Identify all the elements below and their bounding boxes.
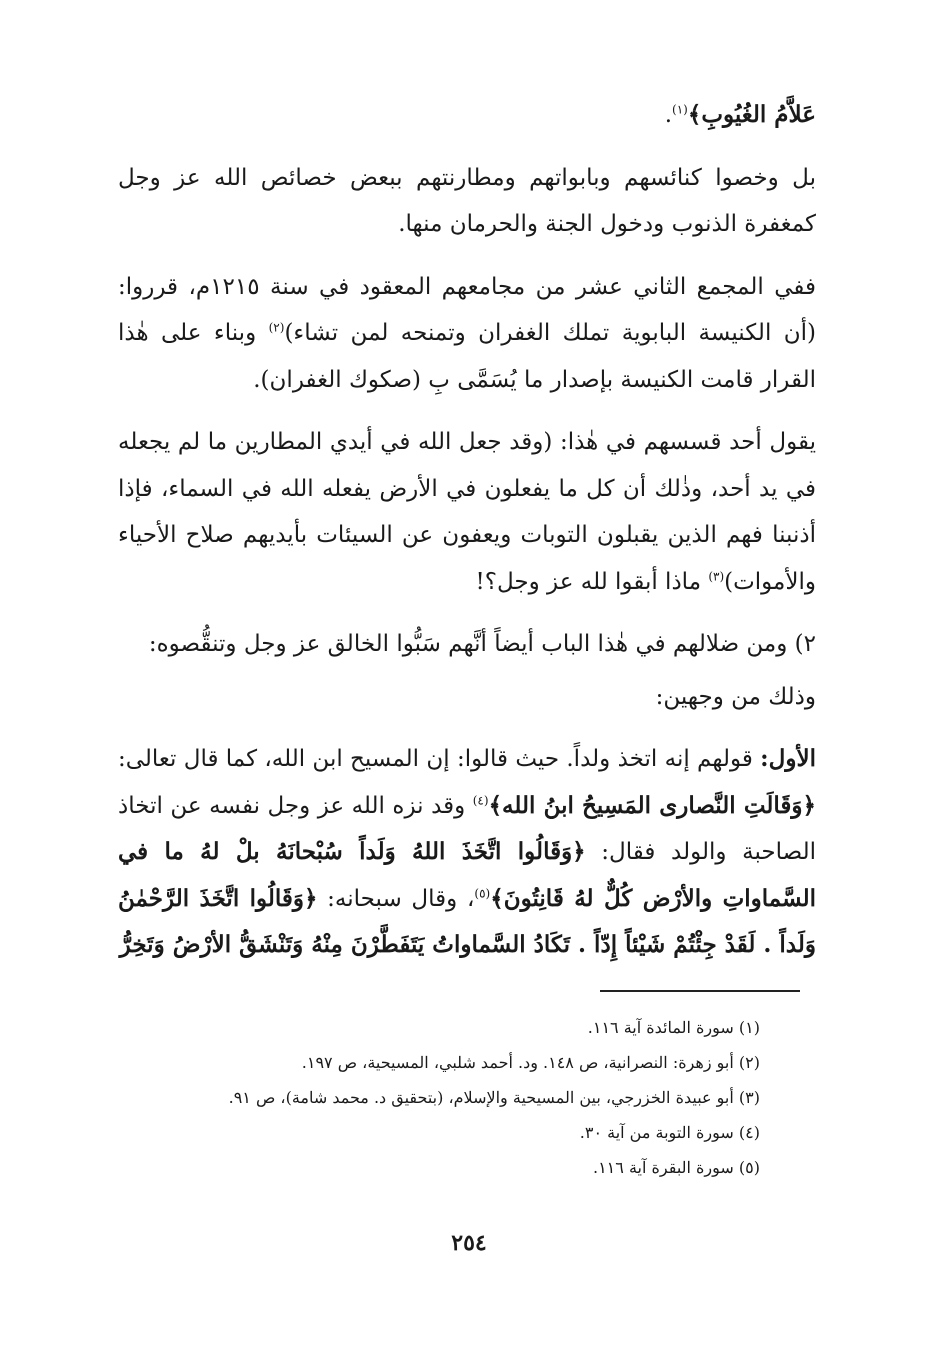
paragraph-7-part-c: ، وقال سبحانه: bbox=[317, 885, 475, 912]
footnote-ref-3[interactable]: (٣) bbox=[708, 568, 725, 583]
footnotes bbox=[90, 1010, 760, 1185]
footnote-ref-4[interactable]: (٤) bbox=[472, 792, 489, 807]
footnote-ref-1[interactable]: (١) bbox=[672, 102, 688, 117]
quran-verse-3: ﴿وَقَالُوا اتَّخَذَ الرَّحْمٰنُ وَلَداً . لَقَدْ جِئْتُمْ شَيْئاً إِدّاً . تَكَادُ السَّماواتُ يَتَفَطَّرْنَ مِنْهُ وَتَنْشَقُّ الأرْضُ وَتَخِرُّ bbox=[118, 884, 816, 958]
footnote-2: (٢) أبو زهرة: النصرانية، ص ١٤٨. ود. أحمد شلبي، المسيحية، ص ١٩٧. bbox=[301, 1053, 760, 1072]
paragraph-7 bbox=[118, 736, 816, 969]
footnote-4: (٤) سورة التوبة من آية ٣٠. bbox=[579, 1123, 760, 1142]
paragraph-3 bbox=[118, 264, 816, 404]
footnote-ref-5[interactable]: (٥) bbox=[474, 885, 491, 900]
paragraph-1 bbox=[118, 92, 816, 139]
footnote-separator bbox=[600, 990, 800, 992]
paragraph-6: وذلك من وجهين: bbox=[655, 683, 816, 710]
paragraph-4-part-b: ماذا أبقوا لله عز وجل؟! bbox=[475, 568, 709, 595]
quran-verse: عَلاَّمُ الغُيُوبِ﴾ bbox=[687, 101, 816, 128]
paragraph-3-part-b: وبناء على هٰذا القرار قامت الكنيسة بإصدار ما يُسَمَّى بِ (صكوك الغفران). bbox=[118, 320, 816, 393]
paragraph-7-part-a: قولهم إنه اتخذ ولداً. حيث قالوا: إن المسيح ابن الله، كما قال تعالى: bbox=[118, 746, 761, 772]
paragraph-2: بل وخصوا كنائسهم وبابواتهم ومطارنتهم ببعض خصائص الله عز وجل كمغفرة الذنوب ودخول الجنة والحرمان منها. bbox=[118, 164, 816, 237]
paragraph-4 bbox=[118, 419, 816, 605]
page-number: ٢٥٤ bbox=[451, 1230, 487, 1256]
footnote-3: (٣) أبو عبيدة الخزرجي، بين المسيحية والإسلام، (بتحقيق د. محمد شامة)، ص ٩١. bbox=[228, 1088, 760, 1107]
quran-verse-1: ﴿وَقَالَتِ النَّصارى المَسِيحُ ابنُ الله﴾ bbox=[488, 791, 816, 819]
paragraph-3-part-a: ففي المجمع الثاني عشر من مجامعهم المعقود في سنة ١٢١٥م، قرروا: (أن الكنيسة البابوية تملك الغفران وتمنحه لمن تشاء) bbox=[118, 273, 817, 346]
paragraph-4-part-a: يقول أحد قسسهم في هٰذا: (وقد جعل الله في أيدي المطارين ما لم يجعله في يد أحد، وذٰلك أن كل ما يفعلون في الأرض يفعله الله في السماء، فإذا أذنبنا فهم الذين يقبلون التوبات ويعفون عن السيئات بأيديهم صلاح الأحياء والأموات) bbox=[118, 429, 816, 595]
quran-verse-2: ﴿وَقَالُوا اتَّخَذَ اللهُ وَلَداً سُبْحانَهُ بلْ لهُ ما في السَّماواتِ والأرْض كُلٌّ لهُ قَانِتُونَ﴾ bbox=[118, 838, 817, 912]
paragraph-1-tail: . bbox=[664, 102, 673, 128]
paragraph-7-part-b: وقد نزه الله عز وجل نفسه عن اتخاذ الصاحبة والولد فقال: bbox=[118, 792, 816, 865]
footnote-ref-2[interactable]: (٢) bbox=[268, 320, 285, 335]
paragraph-5: ٢) ومن ضلالهم في هٰذا الباب أيضاً أنَّهم سَبُّوا الخالق عز وجل وتنقُّصوه: bbox=[148, 631, 816, 657]
main-text bbox=[118, 92, 816, 985]
footnote-5: (٥) سورة البقرة آية ١١٦. bbox=[592, 1158, 760, 1177]
footnote-1: (١) سورة المائدة آية ١١٦. bbox=[587, 1018, 760, 1037]
paragraph-7-lead: الأول: bbox=[760, 745, 816, 772]
